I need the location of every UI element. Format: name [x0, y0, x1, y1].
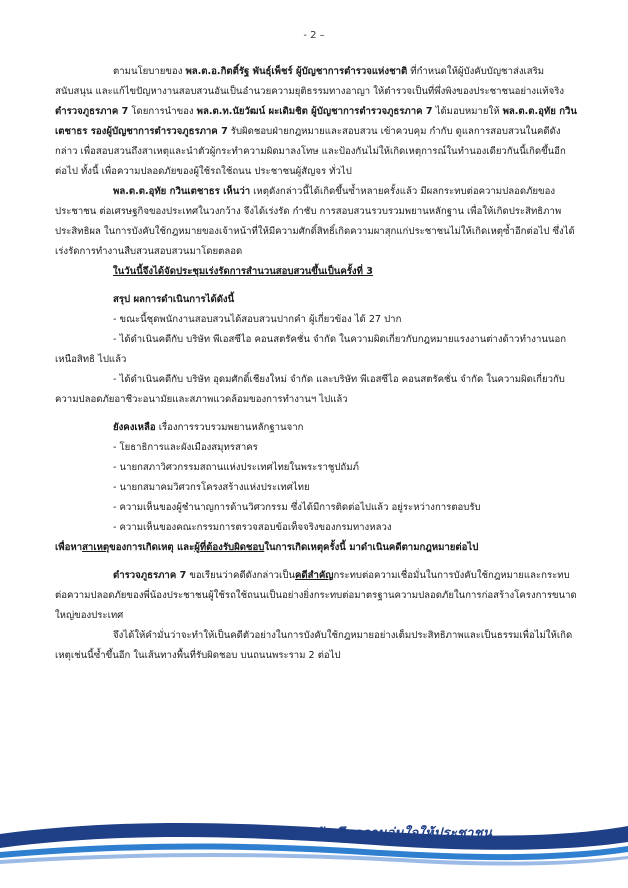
text: ของการเกิดเหตุ และ: [109, 542, 195, 553]
text: เพื่อหา: [55, 542, 83, 553]
cause-statement: [55, 538, 577, 558]
bold-text: ตำรวจภูธรภาค 7: [55, 106, 129, 117]
underlined-text: คดีสำคัญ: [294, 570, 334, 581]
meeting-heading: [55, 262, 577, 282]
bold-text: พล.ต.ต.อุทัย กวินเตชาธร เห็นว่า: [113, 186, 251, 197]
bold-text: ตำรวจภูธรภาค 7: [113, 570, 187, 581]
underlined-text: ผู้ที่ต้องรับผิดชอบ: [194, 542, 265, 553]
pending-heading: [55, 418, 577, 438]
text: ได้มอบหมายให้: [432, 106, 503, 117]
list-item: - ได้ดำเนินคดีกับ บริษัท พีเอสซีไอ คอนสตรัคชั่น จำกัด ในความผิดเกี่ยวกับกฎหมายแรงงานต่างด้าวทำงานนอกเหนือสิทธิ ไปแล้ว: [55, 334, 567, 365]
document-body: [55, 62, 577, 666]
bold-text: พล.ต.ท.นัยวัฒน์ ผะเดิมชิต ผู้บัญชาการตำรวจภูธรภาค 7: [196, 106, 433, 117]
text: ขอเรียนว่าคดีดังกล่าวเป็น: [186, 570, 295, 581]
footer-banner: [0, 812, 628, 870]
text: เรื่องการรวบรวมพยานหลักฐานจาก: [155, 422, 304, 433]
bold-text: พล.ต.ต.อุทัย กวินเตชาธร รองผู้บัญชาการตำรวจภูธรภาค 7: [55, 106, 577, 137]
footer-slogan: ภาค 7 ปลอดภัย ศึนความอุ่นใจให้ประชาชน: [236, 826, 493, 841]
bold-text: ยังคงเหลือ: [113, 422, 156, 433]
list-item: - ได้ดำเนินคดีกับ บริษัท อุดมศักดิ์เชียงใหม่ จำกัด และบริษัท พีเอสซีไอ คอนสตรัคชั่น จำกัด ในความผิดเกี่ยวกับความปลอดภัยอาชีวะอนามัยและสภาพแวดล้อมของการทำงานฯ ไปแล้ว: [55, 374, 565, 405]
meeting-heading-text: ในวันนี้จึงได้จัดประชุมเร่งรัดการสำนวนสอบสวนขึ้นเป็นครั้งที่ 3: [113, 266, 373, 277]
underlined-text: สาเหตุ: [82, 542, 110, 553]
text: ในการเกิดเหตุครั้งนี้ มาดำเนินคดีตามกฎหมายต่อไป: [264, 542, 479, 553]
summary-heading: [55, 290, 577, 310]
paragraph-commitment: จึงได้ให้คำมั่นว่าจะทำให้เป็นคดีตัวอย่างในการบังคับใช้กฎหมายอย่างเต็มประสิทธิภาพและเป็นธรรมเพื่อไม่ให้เกิดเหตุเช่นนี้ซ้ำขึ้นอีก ในเส้นทางพื้นที่รับผิดชอบ บนถนนพระราม 2 ต่อไป: [55, 630, 573, 661]
text: เหตุดังกล่าวนี้ได้เกิดขึ้นซ้ำหลายครั้งแล้ว มีผลกระทบต่อความปลอดภัยของประชาชน ต่อเศรษฐกิจของประเทศในวงกว้าง จึงได้เร่งรัด กำชับ การสอบสวนรวบรวมพยานหลักฐาน เพื่อให้เกิดประสิทธิภาพ ประสิทธิผล ในการบังคับใช้กฎหมายของเจ้าหน้าที่ให้มีความศักดิ์สิทธิ์เกิดความผาสุกแก่ประชาชนไม่ให้เกิดเหตุซ้ำอีกต่อไป ซึ่งได้เร่งรัดการทำงานสืบสวนสอบสวนมาโดยตลอด: [55, 186, 575, 257]
list-item: - โยธาธิการและผังเมืองสมุทรสาคร: [113, 442, 258, 453]
summary-heading-text: สรุป ผลการดำเนินการได้ดังนี้: [113, 294, 235, 305]
text: กระทบต่อความเชื่อมั่นในการบังคับใช้กฎหมายและกระทบต่อความปลอดภัยของพี่น้องประชาชนผู้ใช้รถใช้ถนนเป็นอย่างยิ่งกระทบต่อมาตรฐานความปลอดภัยในการก่อสร้างโครงการขนาดใหญ่ของประเทศ: [55, 570, 577, 621]
list-item: - ความเห็นของผู้ชำนาญการด้านวิศวกรรม ซึ่งได้มีการติดต่อไปแล้ว อยู่ระหว่างการตอบรับ: [113, 502, 481, 513]
list-item: - นายกสมาคมวิศวกรโครงสร้างแห่งประเทศไทย: [113, 482, 310, 493]
text: รับผิดชอบฝ่ายกฎหมายและสอบสวน เข้าควบคุม กำกับ ดูแลการสอบสวนในคดีดังกล่าว เพื่อสอบสวนถึงสาเหตุและนำตัวผู้กระทำความผิดมาลงโทษ และป้องกันไม่ให้เกิดเหตุการณ์ในทำนองเดียวกันนี้เกิดขึ้นอีกต่อไป ทั้งนี้ เพื่อความปลอดภัยของผู้ใช้รถใช้ถนน ประชาชนผู้สัญจร ทั่วไป: [55, 126, 566, 177]
list-item: - ความเห็นของคณะกรรมการตรวจสอบข้อเท็จจริงของกรมทางหลวง: [113, 522, 392, 533]
bold-text: พล.ต.อ.กิตติ์รัฐ พันธุ์เพ็ชร์ ผู้บัญชาการตำรวจแห่งชาติ: [185, 66, 408, 77]
page-number: - 2 –: [303, 30, 325, 41]
text: ที่กำหนดให้ผู้บังคับบัญชาส่งเสริม สนับสนุน และแก้ไขปัญหางานสอบสวนอันเป็นอำนวยความยุติธรรมทางอาญา ให้ตำรวจเป็นที่พึ่งพิงของประชาชนอย่างแท้จริง: [55, 66, 565, 97]
paragraph-importance: [55, 566, 577, 626]
text: ตามนโยบายของ: [113, 66, 186, 77]
list-item: - นายกสภาวิศวกรรมสถานแห่งประเทศไทยในพระราชูปถัมภ์: [113, 462, 359, 473]
list-item: - ขณะนี้ชุดพนักงานสอบสวนได้สอบสวนปากคำ ผู้เกี่ยวข้อง ได้ 27 ปาก: [113, 314, 402, 325]
text: โดยการนำของ: [128, 106, 197, 117]
paragraph-opinion: [55, 182, 577, 262]
paragraph-policy: [55, 62, 577, 182]
